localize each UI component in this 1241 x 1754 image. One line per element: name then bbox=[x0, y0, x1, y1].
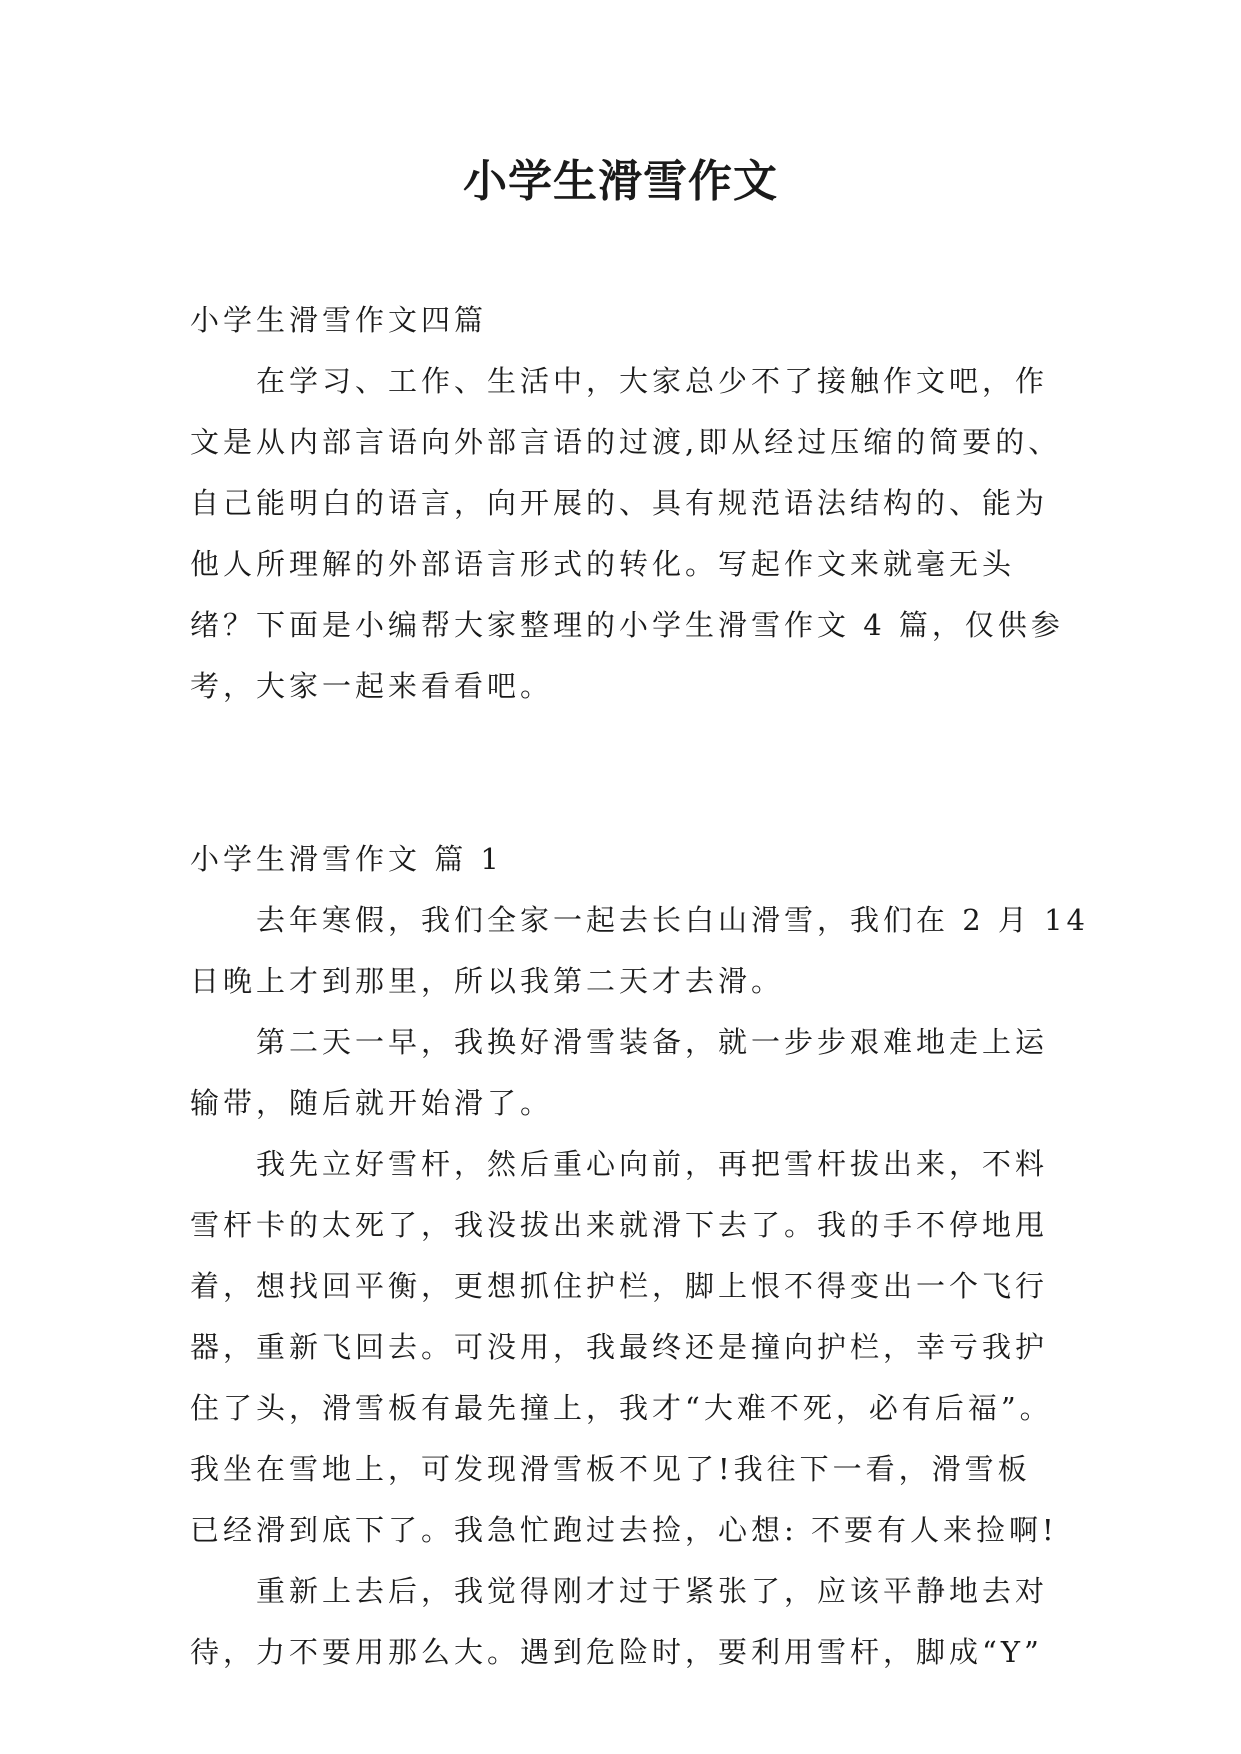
paragraph-line: 我坐在雪地上，可发现滑雪板不见了!我往下一看，滑雪板 bbox=[190, 1452, 1031, 1486]
paragraph-line: 住了头，滑雪板有最先撞上，我才“大难不死，必有后福”。 bbox=[190, 1391, 1053, 1425]
paragraph-line: 输带，随后就开始滑了。 bbox=[190, 1086, 554, 1120]
intro-paragraph bbox=[190, 351, 1064, 717]
paragraph-line: 器，重新飞回去。可没用，我最终还是撞向护栏，幸亏我护 bbox=[190, 1330, 1049, 1364]
paragraph-line: 在学习、工作、生活中，大家总少不了接触作文吧，作 bbox=[256, 364, 1049, 398]
paragraph-line: 雪杆卡的太死了，我没拔出来就滑下去了。我的手不停地甩 bbox=[190, 1208, 1049, 1242]
paragraph-line: 已经滑到底下了。我急忙跑过去捡，心想: 不要有人来捡啊! bbox=[190, 1513, 1058, 1547]
paragraph-line: 着，想找回平衡，更想抓住护栏，脚上恨不得变出一个飞行 bbox=[190, 1269, 1049, 1303]
paragraph-line: 他人所理解的外部语言形式的转化。写起作文来就毫无头 bbox=[190, 547, 1016, 581]
document-body bbox=[190, 290, 1090, 1683]
document-title: 小学生滑雪作文 bbox=[463, 156, 778, 207]
section-heading: 小学生滑雪作文 篇 1 bbox=[190, 842, 503, 876]
paragraph-line: 去年寒假，我们全家一起去长白山滑雪，我们在 2 月 14 bbox=[256, 903, 1090, 937]
paragraph-line: 我先立好雪杆，然后重心向前，再把雪杆拔出来，不料 bbox=[256, 1147, 1049, 1181]
paragraph-line: 考，大家一起来看看吧。 bbox=[190, 669, 554, 703]
section-paragraph bbox=[190, 890, 1090, 1012]
section-spacer bbox=[190, 717, 1060, 829]
paragraph-line: 自己能明白的语言，向开展的、具有规范语法结构的、能为 bbox=[190, 486, 1049, 520]
subtitle: 小学生滑雪作文四篇 bbox=[190, 303, 488, 337]
paragraph-line: 文是从内部言语向外部言语的过渡,即从经过压缩的简要的、 bbox=[190, 425, 1062, 459]
paragraph-line: 重新上去后，我觉得刚才过于紧张了，应该平静地去对 bbox=[256, 1574, 1049, 1608]
paragraph-line: 绪？下面是小编帮大家整理的小学生滑雪作文 4 篇，仅供参 bbox=[190, 608, 1064, 642]
section-paragraph bbox=[190, 1134, 1060, 1561]
paragraph-line: 待，力不要用那么大。遇到危险时，要利用雪杆，脚成“Y” bbox=[190, 1635, 1043, 1669]
paragraph-line: 第二天一早，我换好滑雪装备，就一步步艰难地走上运 bbox=[256, 1025, 1049, 1059]
section-paragraph bbox=[190, 1561, 1060, 1683]
section-paragraph bbox=[190, 1012, 1060, 1134]
paragraph-line: 日晚上才到那里，所以我第二天才去滑。 bbox=[190, 964, 785, 998]
